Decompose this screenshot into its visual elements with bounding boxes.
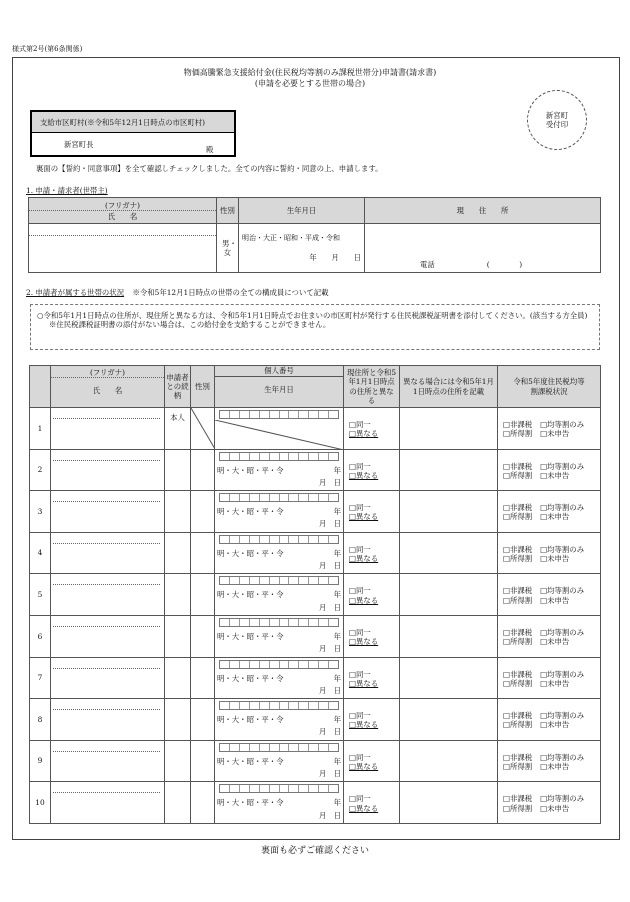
municipality-suffix: 殿 <box>206 145 214 154</box>
relation-field[interactable] <box>165 532 191 574</box>
era-options[interactable]: 明・大・昭・平・令 <box>217 507 284 517</box>
dob-month-day[interactable]: 月 日 <box>318 644 341 654</box>
same-checkbox[interactable]: □同一 <box>349 586 371 596</box>
same-checkbox[interactable]: □同一 <box>349 794 371 804</box>
header-relation: 申請者との続柄 <box>165 366 191 408</box>
jan1-address-field[interactable] <box>400 574 498 616</box>
applicant-table <box>28 197 601 273</box>
dob-year[interactable]: 年 <box>333 756 341 766</box>
relation-field[interactable] <box>165 449 191 491</box>
era-options[interactable]: 明・大・昭・平・令 <box>217 715 284 725</box>
member-furigana-field[interactable] <box>53 658 160 669</box>
tax-percapita-checkbox[interactable]: □均等割のみ <box>540 627 585 637</box>
same-checkbox[interactable]: □同一 <box>349 669 371 679</box>
tax-income-checkbox[interactable]: □所得割 <box>503 595 533 605</box>
member-row <box>30 449 601 491</box>
tax-percapita-checkbox[interactable]: □均等割のみ <box>540 503 585 513</box>
notice-line1: ○令和5年1月1日時点の住所が、現住所と異なる方は、令和5年1月1日時点でお住まいの市区町村が発行する住民税課税証明書を添付してください。(該当する方全員) <box>37 311 588 320</box>
member-row <box>30 532 601 574</box>
sex-field[interactable] <box>191 532 215 574</box>
tax-unfiled-checkbox[interactable]: □未申告 <box>540 512 570 522</box>
same-checkbox[interactable]: □同一 <box>349 627 371 637</box>
header-no <box>30 366 51 408</box>
era-options[interactable]: 明・大・昭・平・令 <box>217 548 284 558</box>
tax-unfiled-checkbox[interactable]: □未申告 <box>540 803 570 813</box>
tax-income-checkbox[interactable]: □所得割 <box>503 803 533 813</box>
different-checkbox[interactable]: □異なる <box>349 554 379 564</box>
relation-field[interactable] <box>165 782 191 824</box>
header-dob: 生年月日 <box>264 385 294 394</box>
row-number: 9 <box>30 740 51 782</box>
applicant-tel-field[interactable]: ( ) <box>486 259 523 269</box>
member-row <box>30 615 601 657</box>
tax-nontax-checkbox[interactable]: □非課税 <box>503 669 533 679</box>
tax-nontax-checkbox[interactable]: □非課税 <box>503 420 533 429</box>
household-table <box>29 365 601 824</box>
tax-percapita-checkbox[interactable]: □均等割のみ <box>540 711 585 721</box>
form-title: 物価高騰緊急支援給付金(住民税均等割のみ課税世帯分)申請書(請求書) <box>183 68 437 77</box>
relation-field[interactable] <box>165 574 191 616</box>
jan1-address-field[interactable] <box>400 740 498 782</box>
member-row <box>30 408 601 450</box>
different-checkbox[interactable]: □異なる <box>349 803 379 813</box>
tax-percapita-checkbox[interactable]: □均等割のみ <box>540 794 585 804</box>
sex-field[interactable] <box>191 615 215 657</box>
member-furigana-field[interactable] <box>53 533 160 544</box>
dob-year[interactable]: 年 <box>333 590 341 600</box>
jan1-address-field[interactable] <box>400 449 498 491</box>
tax-unfiled-checkbox[interactable]: □未申告 <box>540 470 570 480</box>
municipality-box <box>30 110 236 157</box>
applicant-ymd[interactable]: 年 月 日 <box>309 252 361 262</box>
different-checkbox[interactable]: □異なる <box>349 429 379 439</box>
row-number: 7 <box>30 657 51 699</box>
mynumber-boxes[interactable] <box>219 784 339 793</box>
member-row <box>30 491 601 533</box>
member-row <box>30 657 601 699</box>
reception-stamp <box>527 90 587 150</box>
relation-field[interactable] <box>165 740 191 782</box>
section2-heading-note: ※令和5年12月1日時点の世帯の全ての構成員について記載 <box>132 288 329 297</box>
jan1-address-field[interactable] <box>400 782 498 824</box>
section1-title: 1. 申請・請求者(世帯主) <box>26 186 108 195</box>
row-number: 8 <box>30 699 51 741</box>
tax-unfiled-checkbox[interactable]: □未申告 <box>540 678 570 688</box>
tax-unfiled-checkbox[interactable]: □未申告 <box>540 637 570 647</box>
era-options[interactable]: 明・大・昭・平・令 <box>217 590 284 600</box>
member-furigana-field[interactable] <box>53 616 160 627</box>
mynumber-boxes[interactable] <box>219 618 339 627</box>
same-checkbox[interactable]: □同一 <box>349 544 371 554</box>
jan1-address-field[interactable] <box>400 408 498 450</box>
different-checkbox[interactable]: □異なる <box>349 470 379 480</box>
applicant-sex-options[interactable]: 男・女 <box>217 224 239 273</box>
stamp-line2: 受付印 <box>545 120 569 130</box>
mynumber-boxes[interactable] <box>219 576 339 585</box>
dob-month-day[interactable]: 月 日 <box>318 519 341 529</box>
tax-income-checkbox[interactable]: □所得割 <box>503 429 533 439</box>
relation-field[interactable] <box>165 699 191 741</box>
tax-nontax-checkbox[interactable]: □非課税 <box>503 711 533 721</box>
notice-box <box>30 304 600 350</box>
same-checkbox[interactable]: □同一 <box>349 752 371 762</box>
applicant-tel-label: 電話 <box>420 259 435 269</box>
header-tax-status: 令和5年度住民税均等割課税状況 <box>498 366 601 408</box>
member-furigana-field[interactable] <box>53 450 160 461</box>
member-furigana-field[interactable] <box>53 699 160 710</box>
mynumber-boxes[interactable] <box>219 701 339 710</box>
row-number: 1 <box>30 408 51 450</box>
relation-field[interactable] <box>165 615 191 657</box>
tax-nontax-checkbox[interactable]: □非課税 <box>503 461 533 471</box>
dob-month-day[interactable]: 月 日 <box>318 602 341 612</box>
different-checkbox[interactable]: □異なる <box>349 678 379 688</box>
tax-income-checkbox[interactable]: □所得割 <box>503 678 533 688</box>
notice-line2: ※住民税課税証明書の添付がない場合は、この給付金を支給することができません。 <box>49 320 331 330</box>
applicant-sex-label: 性別 <box>217 198 239 224</box>
jan1-address-field[interactable] <box>400 491 498 533</box>
tax-unfiled-checkbox[interactable]: □未申告 <box>540 429 570 439</box>
dob-year[interactable]: 年 <box>333 631 341 641</box>
applicant-address-label: 現 住 所 <box>365 198 601 224</box>
tax-income-checkbox[interactable]: □所得割 <box>503 637 533 647</box>
tax-unfiled-checkbox[interactable]: □未申告 <box>540 720 570 730</box>
tax-nontax-checkbox[interactable]: □非課税 <box>503 503 533 513</box>
mynumber-boxes[interactable] <box>219 410 339 419</box>
row-number: 2 <box>30 449 51 491</box>
row-number: 3 <box>30 491 51 533</box>
dob-month-day[interactable]: 月 日 <box>318 810 341 820</box>
different-checkbox[interactable]: □異なる <box>349 762 379 771</box>
dob-year[interactable]: 年 <box>333 798 341 808</box>
member-furigana-field[interactable] <box>53 408 160 419</box>
dob-year[interactable]: 年 <box>333 465 341 475</box>
section2-title <box>26 288 329 297</box>
applicant-name-label: 氏 名 <box>107 212 138 222</box>
era-options[interactable]: 明・大・昭・平・令 <box>217 631 284 641</box>
row-number: 10 <box>30 782 51 824</box>
member-furigana-field[interactable] <box>53 782 160 793</box>
dob-year[interactable]: 年 <box>333 507 341 517</box>
same-checkbox[interactable]: □同一 <box>349 461 371 471</box>
dob-year[interactable]: 年 <box>333 715 341 725</box>
sex-field[interactable] <box>191 782 215 824</box>
era-options[interactable]: 明・大・昭・平・令 <box>217 756 284 766</box>
tax-percapita-checkbox[interactable]: □均等割のみ <box>540 669 585 679</box>
member-furigana-field[interactable] <box>53 574 160 585</box>
tax-income-checkbox[interactable]: □所得割 <box>503 720 533 730</box>
sex-strike-line <box>191 408 215 449</box>
sex-field[interactable] <box>191 491 215 533</box>
sex-field[interactable] <box>191 574 215 616</box>
applicant-era-options[interactable]: 明治・大正・昭和・平成・令和 <box>242 234 340 242</box>
tax-income-checkbox[interactable]: □所得割 <box>503 470 533 480</box>
tax-income-checkbox[interactable]: □所得割 <box>503 512 533 522</box>
tax-percapita-checkbox[interactable]: □均等割のみ <box>540 461 585 471</box>
relation-field[interactable] <box>165 491 191 533</box>
tax-income-checkbox[interactable]: □所得割 <box>503 762 533 771</box>
tax-nontax-checkbox[interactable]: □非課税 <box>503 794 533 804</box>
municipality-mayor: 新宮町長 <box>64 140 94 149</box>
tax-income-checkbox[interactable]: □所得割 <box>503 554 533 564</box>
tax-nontax-checkbox[interactable]: □非課税 <box>503 544 533 554</box>
dob-month-day[interactable]: 月 日 <box>318 477 341 487</box>
row-number: 6 <box>30 615 51 657</box>
stamp-line1: 新宮町 <box>545 111 569 120</box>
tax-unfiled-checkbox[interactable]: □未申告 <box>540 554 570 564</box>
same-checkbox[interactable]: □同一 <box>349 420 371 429</box>
form-subtitle: (申請を必要とする世帯の場合) <box>254 79 366 88</box>
dob-month-day[interactable]: 月 日 <box>318 727 341 737</box>
sex-field[interactable] <box>191 699 215 741</box>
member-row <box>30 574 601 616</box>
mynumber-boxes[interactable] <box>219 660 339 669</box>
dob-month-day[interactable]: 月 日 <box>318 769 341 778</box>
member-row <box>30 782 601 824</box>
mynumber-boxes[interactable] <box>219 493 339 502</box>
form-number: 様式第2号(第6条関係) <box>12 45 83 53</box>
sex-field[interactable] <box>191 449 215 491</box>
mynumber-boxes[interactable] <box>219 452 339 461</box>
row-number: 5 <box>30 574 51 616</box>
header-same-address: 現住所と令和5年1月1日時点の住所と異なる <box>344 366 400 408</box>
tax-nontax-checkbox[interactable]: □非課税 <box>503 586 533 596</box>
era-options[interactable]: 明・大・昭・平・令 <box>217 673 284 683</box>
dob-strike-line <box>215 420 344 450</box>
jan1-address-field[interactable] <box>400 532 498 574</box>
mynumber-boxes[interactable] <box>219 535 339 544</box>
relation-field: 本人 <box>165 408 191 450</box>
different-checkbox[interactable]: □異なる <box>349 637 379 647</box>
era-options[interactable]: 明・大・昭・平・令 <box>217 798 284 808</box>
member-furigana-field[interactable] <box>53 741 160 752</box>
dob-year[interactable]: 年 <box>333 673 341 683</box>
member-row <box>30 740 601 782</box>
applicant-dob-label: 生年月日 <box>239 198 365 224</box>
different-checkbox[interactable]: □異なる <box>349 512 379 522</box>
member-row <box>30 699 601 741</box>
tax-percapita-checkbox[interactable]: □均等割のみ <box>540 752 585 762</box>
sex-field <box>191 408 215 450</box>
tax-unfiled-checkbox[interactable]: □未申告 <box>540 595 570 605</box>
header-diff-address: 異なる場合には令和5年1月1日時点の住所を記載 <box>400 366 498 408</box>
relation-field[interactable] <box>165 657 191 699</box>
different-checkbox[interactable]: □異なる <box>349 595 379 605</box>
header-mynumber: 個人番号 <box>215 366 343 377</box>
header-name: 氏 名 <box>92 386 123 395</box>
applicant-furigana-field[interactable] <box>29 224 216 236</box>
footer-note: 裏面も必ずご確認ください <box>260 846 369 856</box>
jan1-address-field[interactable] <box>400 699 498 741</box>
tax-unfiled-checkbox[interactable]: □未申告 <box>540 762 570 771</box>
dob-month-day[interactable]: 月 日 <box>318 561 341 571</box>
sex-field[interactable] <box>191 657 215 699</box>
dob-year[interactable]: 年 <box>333 548 341 558</box>
applicant-furigana-label: (フリガナ) <box>29 199 216 211</box>
tax-nontax-checkbox[interactable]: □非課税 <box>503 752 533 762</box>
section2-heading: 2. 申請者が属する世帯の状況 <box>26 288 125 297</box>
era-options[interactable]: 明・大・昭・平・令 <box>217 465 284 475</box>
municipality-header: 支給市区町村(※令和5年12月1日時点の市区町村) <box>32 112 234 133</box>
tax-nontax-checkbox[interactable]: □非課税 <box>503 627 533 637</box>
consent-statement: 裏面の【誓約・同意事項】を全て確認しチェックしました。全ての内容に誓約・同意の上、申請します。 <box>36 164 383 173</box>
dob-month-day[interactable]: 月 日 <box>318 685 341 695</box>
header-furigana: (フリガナ) <box>51 366 164 378</box>
tax-percapita-checkbox[interactable]: □均等割のみ <box>540 544 585 554</box>
tax-percapita-checkbox[interactable]: □均等割のみ <box>540 420 585 429</box>
jan1-address-field[interactable] <box>400 615 498 657</box>
member-furigana-field[interactable] <box>53 491 160 502</box>
mynumber-boxes[interactable] <box>219 743 339 752</box>
sex-field[interactable] <box>191 740 215 782</box>
same-checkbox[interactable]: □同一 <box>349 503 371 513</box>
different-checkbox[interactable]: □異なる <box>349 720 379 730</box>
tax-percapita-checkbox[interactable]: □均等割のみ <box>540 586 585 596</box>
jan1-address-field[interactable] <box>400 657 498 699</box>
header-sex: 性別 <box>191 366 215 408</box>
row-number: 4 <box>30 532 51 574</box>
same-checkbox[interactable]: □同一 <box>349 711 371 721</box>
